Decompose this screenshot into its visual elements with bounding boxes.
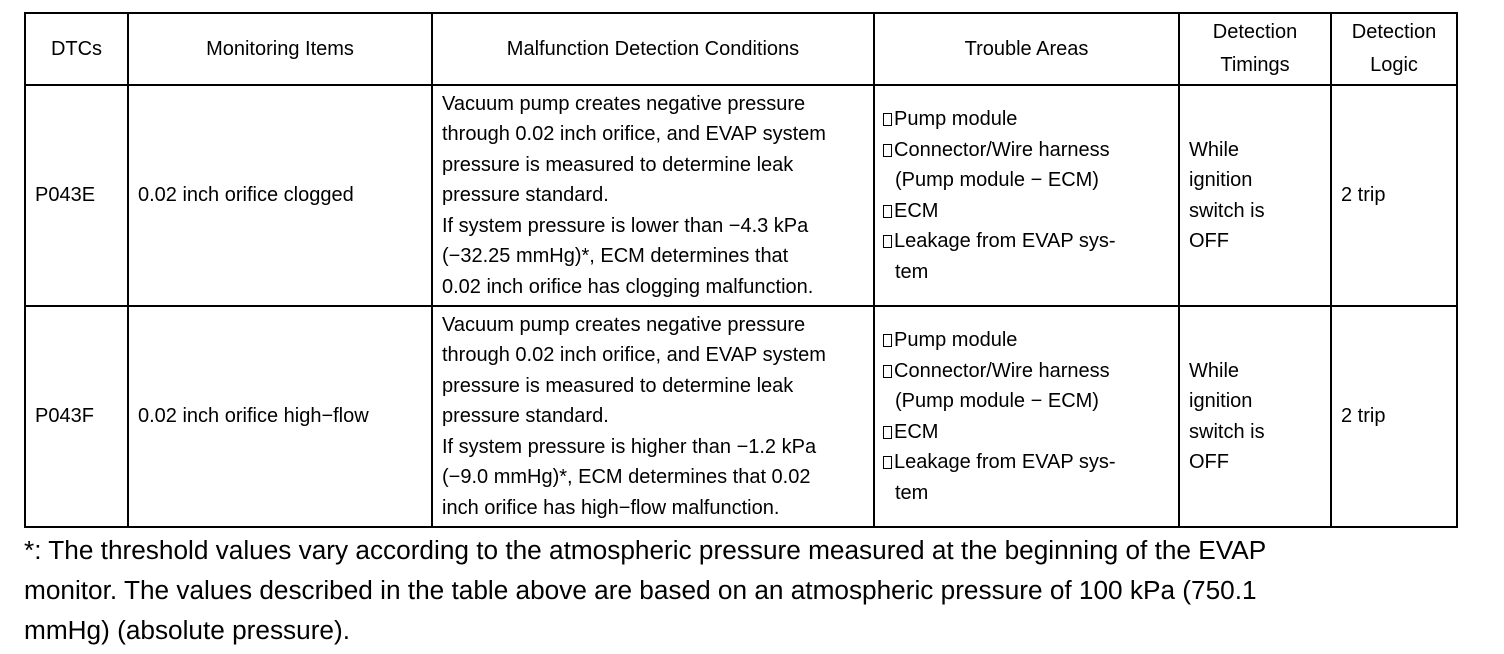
header-conditions: Malfunction Detection Conditions xyxy=(432,13,874,85)
condition-line: 0.02 inch orifice has clogging malfunction. xyxy=(442,275,814,298)
trouble-area-continuation: (Pump module − ECM) xyxy=(895,169,1099,191)
trouble-area-continuation: tem xyxy=(895,260,929,283)
condition-line: If system pressure is lower than −4.3 kPa xyxy=(442,214,809,237)
table-header-row xyxy=(25,13,1457,85)
trouble-area-item xyxy=(883,104,1172,135)
timing-line: While xyxy=(1189,359,1240,382)
monitoring-item: 0.02 inch orifice high−flow xyxy=(128,306,432,527)
condition-line: pressure standard. xyxy=(442,184,609,207)
condition-line: (−32.25 mmHg)*, ECM determines that xyxy=(442,245,789,268)
dtc-code: P043E xyxy=(25,85,128,306)
checkbox-square-icon xyxy=(883,113,892,126)
trouble-area-label: ECM xyxy=(894,420,939,443)
dtc-table xyxy=(24,12,1458,528)
trouble-area-item xyxy=(883,325,1172,356)
detection-logic: 2 trip xyxy=(1331,85,1457,306)
timing-line: ignition xyxy=(1189,390,1253,412)
timing-line: switch is xyxy=(1189,199,1265,222)
trouble-area-label: Pump module xyxy=(894,329,1018,351)
trouble-areas xyxy=(874,306,1179,527)
detection-timing xyxy=(1179,306,1331,527)
trouble-area-label: Leakage from EVAP sys- xyxy=(894,451,1116,473)
checkbox-square-icon xyxy=(883,235,892,248)
header-monitoring-items: Monitoring Items xyxy=(128,13,432,85)
timing-line: switch is xyxy=(1189,420,1265,443)
detection-timing xyxy=(1179,85,1331,306)
checkbox-square-icon xyxy=(883,334,892,347)
condition-line: pressure is measured to determine leak xyxy=(442,153,794,176)
footnote-line: monitor. The values described in the table above are based on an atmospheric pressure of 100 kPa (750.1 xyxy=(24,575,1257,605)
timing-line: OFF xyxy=(1189,451,1229,473)
dtc-code: P043F xyxy=(25,306,128,527)
condition-line: inch orifice has high−flow malfunction. xyxy=(442,496,780,519)
trouble-area-continuation: tem xyxy=(895,481,929,504)
footnote-line: mmHg) (absolute pressure). xyxy=(24,615,350,645)
detection-conditions xyxy=(432,306,874,527)
detection-logic: 2 trip xyxy=(1331,306,1457,527)
monitoring-item: 0.02 inch orifice clogged xyxy=(128,85,432,306)
checkbox-square-icon xyxy=(883,205,892,218)
header-timings-line: Detection xyxy=(1212,21,1298,43)
trouble-area-item xyxy=(883,447,1172,478)
dtc-table-container xyxy=(24,12,1456,528)
header-logic-line: Logic xyxy=(1370,54,1418,76)
condition-line: through 0.02 inch orifice, and EVAP system xyxy=(442,344,826,367)
trouble-area-label: Connector/Wire harness xyxy=(894,359,1110,382)
timing-line: While xyxy=(1189,138,1240,161)
trouble-areas xyxy=(874,85,1179,306)
checkbox-square-icon xyxy=(883,456,892,469)
condition-line: (−9.0 mmHg)*, ECM determines that 0.02 xyxy=(442,466,811,489)
condition-line: through 0.02 inch orifice, and EVAP system xyxy=(442,123,826,146)
checkbox-square-icon xyxy=(883,365,892,378)
footnote-line: *: The threshold values vary according to the atmospheric pressure measured at the beginning of the EVAP xyxy=(24,535,1267,565)
trouble-area-item xyxy=(883,135,1172,166)
condition-line: Vacuum pump creates negative pressure xyxy=(442,313,806,336)
condition-line: pressure standard. xyxy=(442,405,609,428)
trouble-area-label: Connector/Wire harness xyxy=(894,138,1110,161)
footnote xyxy=(24,530,1464,650)
trouble-area-label: ECM xyxy=(894,199,939,222)
trouble-area-item xyxy=(883,417,1172,448)
timing-line: ignition xyxy=(1189,169,1253,191)
trouble-area-item xyxy=(883,226,1172,257)
header-dtcs: DTCs xyxy=(25,13,128,85)
table-row xyxy=(25,306,1457,527)
trouble-area-label: Leakage from EVAP sys- xyxy=(894,230,1116,252)
header-timings-line: Timings xyxy=(1220,54,1290,76)
checkbox-square-icon xyxy=(883,144,892,157)
table-row xyxy=(25,85,1457,306)
header-detection-logic xyxy=(1331,13,1457,85)
header-logic-line: Detection xyxy=(1351,21,1437,43)
timing-line: OFF xyxy=(1189,230,1229,252)
header-trouble-areas: Trouble Areas xyxy=(874,13,1179,85)
header-detection-timings xyxy=(1179,13,1331,85)
checkbox-square-icon xyxy=(883,426,892,439)
condition-line: pressure is measured to determine leak xyxy=(442,374,794,397)
detection-conditions xyxy=(432,85,874,306)
trouble-area-item xyxy=(883,356,1172,387)
trouble-area-label: Pump module xyxy=(894,108,1018,130)
condition-line: Vacuum pump creates negative pressure xyxy=(442,92,806,115)
condition-line: If system pressure is higher than −1.2 kPa xyxy=(442,435,817,458)
trouble-area-continuation: (Pump module − ECM) xyxy=(895,390,1099,412)
trouble-area-item xyxy=(883,196,1172,227)
